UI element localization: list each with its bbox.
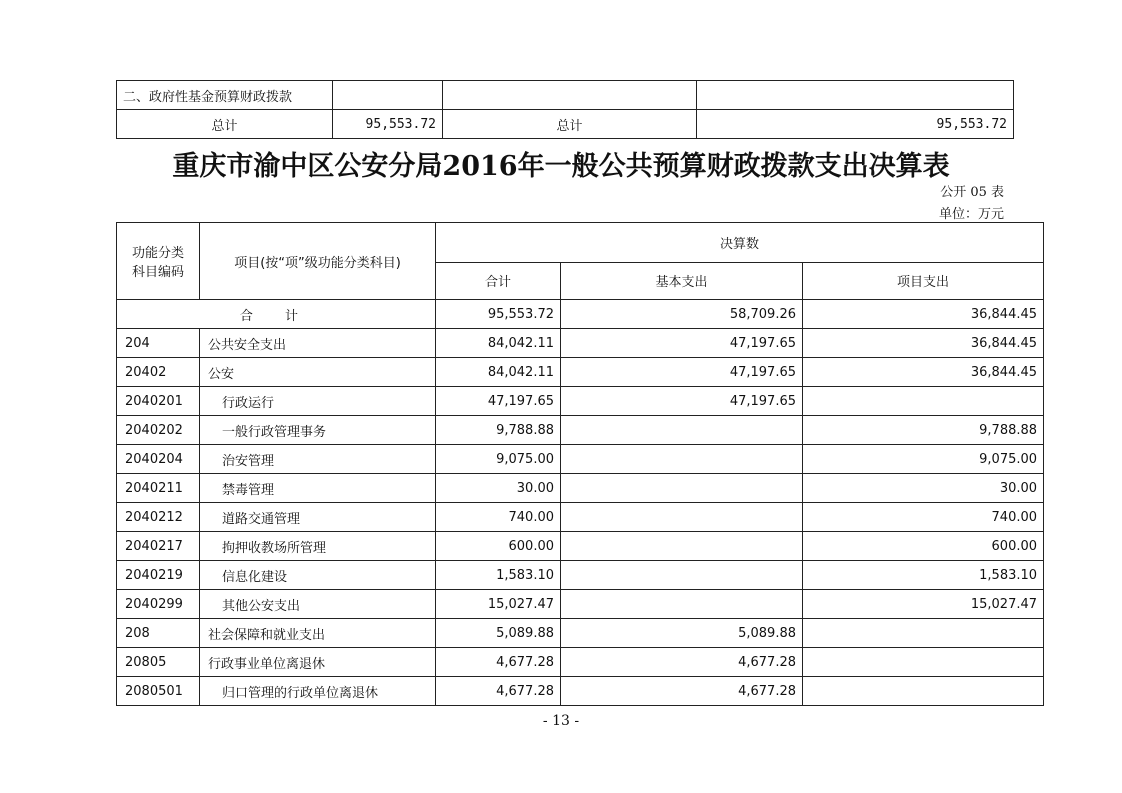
item-name-cell: 禁毒管理 <box>200 474 436 503</box>
sum-total: 95,553.72 <box>436 300 561 329</box>
header-basic: 基本支出 <box>561 262 803 300</box>
total-cell: 740.00 <box>436 503 561 532</box>
item-name-cell: 道路交通管理 <box>200 503 436 532</box>
code-cell: 2040201 <box>117 387 200 416</box>
item-name-cell: 归口管理的行政单位离退休 <box>200 677 436 706</box>
total-cell: 5,089.88 <box>436 619 561 648</box>
sum-label: 合 计 <box>117 300 436 329</box>
total-cell: 9,788.88 <box>436 416 561 445</box>
empty-cell <box>443 81 697 110</box>
project-cell: 15,027.47 <box>803 590 1044 619</box>
previous-table-fragment <box>116 80 1014 139</box>
unit-label: 单位：万元 <box>938 207 1004 222</box>
table-row <box>117 619 1044 648</box>
project-cell: 9,075.00 <box>803 445 1044 474</box>
header-code: 功能分类科目编码 <box>117 223 200 300</box>
item-name-cell: 行政运行 <box>200 387 436 416</box>
fund-budget-label: 二、政府性基金预算财政拨款 <box>117 81 333 110</box>
item-name-cell: 拘押收教场所管理 <box>200 532 436 561</box>
project-cell: 600.00 <box>803 532 1044 561</box>
project-cell: 1,583.10 <box>803 561 1044 590</box>
basic-cell <box>561 561 803 590</box>
header-final: 决算数 <box>436 223 1044 263</box>
total-cell: 47,197.65 <box>436 387 561 416</box>
basic-cell <box>561 503 803 532</box>
code-cell: 204 <box>117 329 200 358</box>
basic-cell <box>561 416 803 445</box>
code-cell: 2040219 <box>117 561 200 590</box>
total-cell: 30.00 <box>436 474 561 503</box>
table-row <box>117 416 1044 445</box>
header-item: 项目(按“项”级功能分类科目) <box>200 223 436 300</box>
sum-row <box>117 300 1044 329</box>
item-name-cell: 治安管理 <box>200 445 436 474</box>
item-name-cell: 公安 <box>200 358 436 387</box>
sum-basic: 58,709.26 <box>561 300 803 329</box>
total-cell: 9,075.00 <box>436 445 561 474</box>
table-body <box>117 329 1044 706</box>
table-row <box>117 387 1044 416</box>
table-row <box>117 648 1044 677</box>
project-cell <box>803 387 1044 416</box>
table-row <box>117 358 1044 387</box>
header-total: 合计 <box>436 262 561 300</box>
table-row <box>117 677 1044 706</box>
basic-cell: 5,089.88 <box>561 619 803 648</box>
project-cell: 740.00 <box>803 503 1044 532</box>
page-title: 重庆市渝中区公安分局2016年一般公共预算财政拨款支出决算表 <box>172 151 950 182</box>
basic-cell <box>561 474 803 503</box>
basic-cell <box>561 590 803 619</box>
expenditure-table <box>116 222 1044 706</box>
total-value-right: 95,553.72 <box>697 110 1014 139</box>
project-cell: 36,844.45 <box>803 358 1044 387</box>
basic-cell <box>561 532 803 561</box>
total-cell: 600.00 <box>436 532 561 561</box>
basic-cell: 47,197.65 <box>561 358 803 387</box>
total-cell: 84,042.11 <box>436 329 561 358</box>
basic-cell: 4,677.28 <box>561 677 803 706</box>
page-number: - 13 - <box>542 713 580 729</box>
total-cell: 4,677.28 <box>436 648 561 677</box>
table-row <box>117 561 1044 590</box>
total-value-left: 95,553.72 <box>333 110 443 139</box>
project-cell <box>803 619 1044 648</box>
header-project: 项目支出 <box>803 262 1044 300</box>
header-row <box>117 223 1044 263</box>
table-row <box>117 329 1044 358</box>
table-row <box>117 474 1044 503</box>
basic-cell: 47,197.65 <box>561 387 803 416</box>
item-name-cell: 社会保障和就业支出 <box>200 619 436 648</box>
total-cell: 84,042.11 <box>436 358 561 387</box>
project-cell: 30.00 <box>803 474 1044 503</box>
table-row <box>117 503 1044 532</box>
total-cell: 1,583.10 <box>436 561 561 590</box>
table-row <box>117 110 1014 139</box>
table-row <box>117 590 1044 619</box>
total-label-left: 总计 <box>117 110 333 139</box>
basic-cell: 4,677.28 <box>561 648 803 677</box>
sum-project: 36,844.45 <box>803 300 1044 329</box>
empty-cell <box>333 81 443 110</box>
item-name-cell: 其他公安支出 <box>200 590 436 619</box>
empty-cell <box>697 81 1014 110</box>
code-cell: 2040211 <box>117 474 200 503</box>
total-cell: 15,027.47 <box>436 590 561 619</box>
table-row <box>117 445 1044 474</box>
code-cell: 2040299 <box>117 590 200 619</box>
table-row <box>117 81 1014 110</box>
project-cell <box>803 648 1044 677</box>
basic-cell <box>561 445 803 474</box>
code-cell: 2040212 <box>117 503 200 532</box>
code-cell: 20402 <box>117 358 200 387</box>
code-cell: 2040202 <box>117 416 200 445</box>
item-name-cell: 一般行政管理事务 <box>200 416 436 445</box>
code-cell: 2040204 <box>117 445 200 474</box>
form-number: 公开 05 表 <box>940 185 1004 200</box>
code-cell: 2080501 <box>117 677 200 706</box>
project-cell: 9,788.88 <box>803 416 1044 445</box>
total-label-mid: 总计 <box>443 110 697 139</box>
total-cell: 4,677.28 <box>436 677 561 706</box>
project-cell <box>803 677 1044 706</box>
code-cell: 20805 <box>117 648 200 677</box>
item-name-cell: 行政事业单位离退休 <box>200 648 436 677</box>
item-name-cell: 信息化建设 <box>200 561 436 590</box>
code-cell: 2040217 <box>117 532 200 561</box>
item-name-cell: 公共安全支出 <box>200 329 436 358</box>
basic-cell: 47,197.65 <box>561 329 803 358</box>
project-cell: 36,844.45 <box>803 329 1044 358</box>
table-row <box>117 532 1044 561</box>
code-cell: 208 <box>117 619 200 648</box>
